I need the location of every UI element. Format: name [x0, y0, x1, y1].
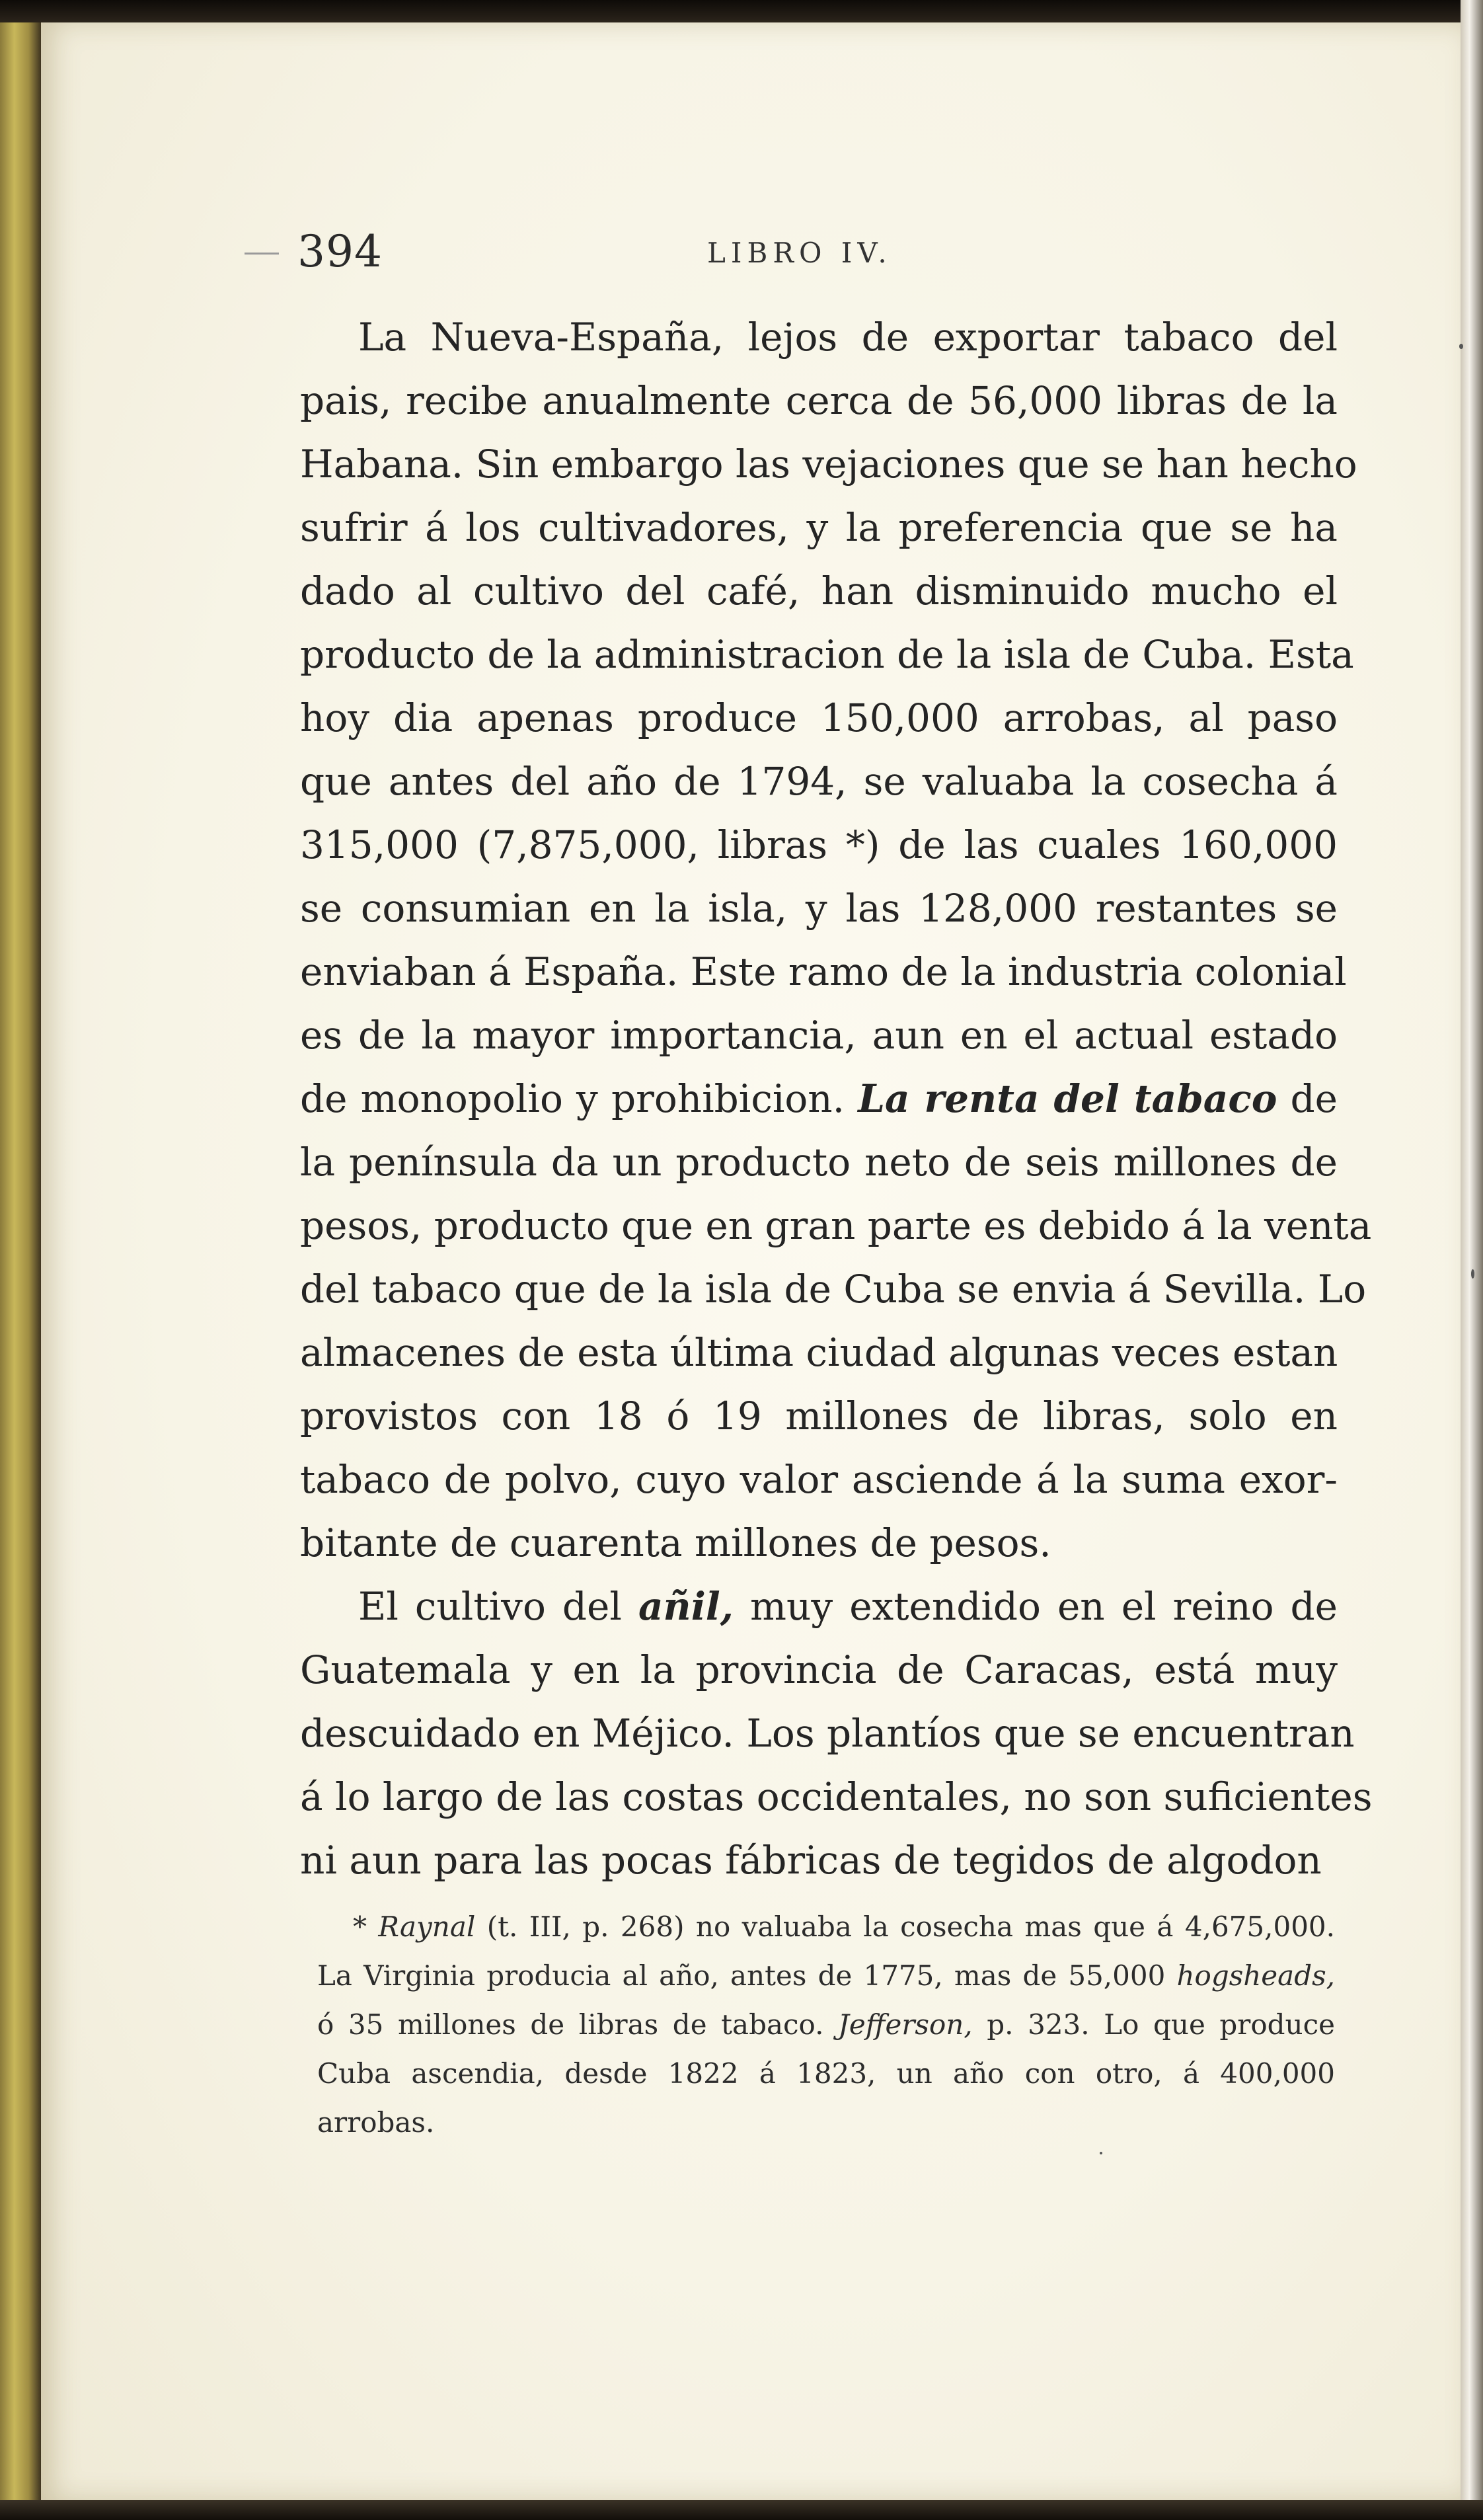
text-run: á lo largo de las costas occidentales, no son suficientes [300, 1774, 1373, 1819]
body-line [300, 750, 1338, 813]
text-run: que antes del año de 1794, se valuaba la cosecha á [300, 759, 1338, 804]
body-line [300, 1067, 1338, 1130]
text-run: enviaban á España. Este ramo de la industria colonial [300, 949, 1347, 994]
text-run: es de la mayor importancia, aun en el actual estado [300, 1013, 1338, 1058]
body-line [300, 1194, 1372, 1257]
text-run: se consumian en la isla, y las 128,000 restantes se [300, 886, 1338, 931]
running-head: LIBRO IV. [707, 237, 892, 269]
italic-run: añil, [638, 1584, 734, 1629]
text-run: tabaco de polvo, cuyo valor asciende á la suma exor- [300, 1457, 1338, 1502]
text-run: ni aun para las pocas fábricas de tegidos de algodon [300, 1838, 1322, 1883]
text-run: Cuba ascendia, desde 1822 á 1823, un año con otro, á 400,000 [317, 2057, 1335, 2090]
body-line [300, 1448, 1338, 1511]
footnote-line [317, 2049, 1335, 2098]
body-line [300, 1004, 1338, 1067]
ink-speck [1471, 1269, 1474, 1279]
body-line [300, 813, 1338, 877]
body-line [300, 369, 1338, 432]
body-line [300, 1575, 1338, 1638]
body-line [300, 686, 1338, 750]
body-line [300, 496, 1338, 559]
text-run: bitante de cuarenta millones de pesos. [300, 1520, 1051, 1565]
text-run: almacenes de esta última ciudad algunas veces estan [300, 1330, 1338, 1375]
body-line [300, 877, 1338, 940]
body-line [300, 1384, 1338, 1448]
body-line [300, 623, 1354, 686]
text-run: La Nueva-España, lejos de exportar tabaco del [358, 315, 1338, 360]
text-run: * [353, 1910, 379, 1943]
text-run: pesos, producto que en gran parte es debido á la venta [300, 1203, 1372, 1248]
body-line [300, 305, 1338, 369]
gilt-book-edge [0, 22, 41, 2520]
text-run: la península da un producto neto de seis millones de [300, 1140, 1338, 1185]
footnote-line [317, 1951, 1335, 2000]
text-run: p. 323. Lo que produce [972, 2008, 1335, 2041]
footnote-line [317, 2000, 1335, 2049]
body-line [300, 1257, 1367, 1321]
body-line [300, 940, 1347, 1004]
text-run: (t. III, p. 268) no valuaba la cosecha mas que á 4,675,000. [475, 1910, 1335, 1943]
italic-run: hogsheads, [1176, 1959, 1335, 1992]
text-run: de [1277, 1076, 1338, 1121]
text-run: sufrir á los cultivadores, y la preferencia que se ha [300, 505, 1338, 550]
text-run: La Virginia producia al año, antes de 1775, mas de 55,000 [317, 1959, 1177, 1992]
footnote [317, 1903, 1335, 2147]
body-line [300, 559, 1338, 623]
body-text [300, 305, 1373, 1892]
text-run: arrobas. [317, 2106, 435, 2139]
text-run: Guatemala y en la provincia de Caracas, está muy [300, 1647, 1338, 1692]
text-run: provistos con 18 ó 19 millones de libras, solo en [300, 1394, 1338, 1438]
italic-run: Raynal [378, 1910, 476, 1943]
text-run: El cultivo del [358, 1584, 638, 1629]
text-run: ó 35 millones de libras de tabaco. [317, 2008, 839, 2041]
text-run: del tabaco que de la isla de Cuba se envia á Sevilla. Lo [300, 1267, 1367, 1312]
page-header [245, 212, 1335, 284]
page-number: 394 [297, 226, 383, 277]
text-run: producto de la administracion de la isla de Cuba. Esta [300, 632, 1354, 677]
page-right-edge [1461, 0, 1483, 2520]
body-line [300, 1321, 1338, 1384]
italic-run: La renta del tabaco [858, 1076, 1277, 1121]
footnote-line [317, 1903, 1335, 1951]
text-run: dado al cultivo del café, han disminuido mucho el [300, 569, 1338, 613]
ink-speck [1459, 344, 1463, 349]
page-bottom-edge [0, 2500, 1483, 2520]
text-run: muy extendido en el reino de [733, 1584, 1338, 1629]
body-line [300, 1511, 1338, 1575]
body-line [300, 1765, 1373, 1829]
text-run: hoy dia apenas produce 150,000 arrobas, al paso [300, 695, 1338, 740]
body-line [300, 1130, 1338, 1194]
italic-run: Jefferson, [838, 2008, 973, 2041]
text-run: 315,000 (7,875,000, libras *) de las cuales 160,000 [300, 822, 1338, 867]
text-run: de monopolio y prohibicion. [300, 1076, 858, 1121]
body-line [300, 1638, 1338, 1702]
page-top-edge [0, 0, 1483, 22]
body-line [300, 1702, 1355, 1765]
text-run: Habana. Sin embargo las vejaciones que se han hecho [300, 442, 1357, 487]
header-dash [245, 253, 279, 255]
text-run: pais, recibe anualmente cerca de 56,000 libras de la [300, 378, 1338, 423]
body-line [300, 1829, 1338, 1892]
body-line [300, 432, 1357, 496]
footnote-line [317, 2098, 1335, 2147]
ink-speck [1100, 2152, 1102, 2154]
text-run: descuidado en Méjico. Los plantíos que se encuentran [300, 1711, 1355, 1756]
